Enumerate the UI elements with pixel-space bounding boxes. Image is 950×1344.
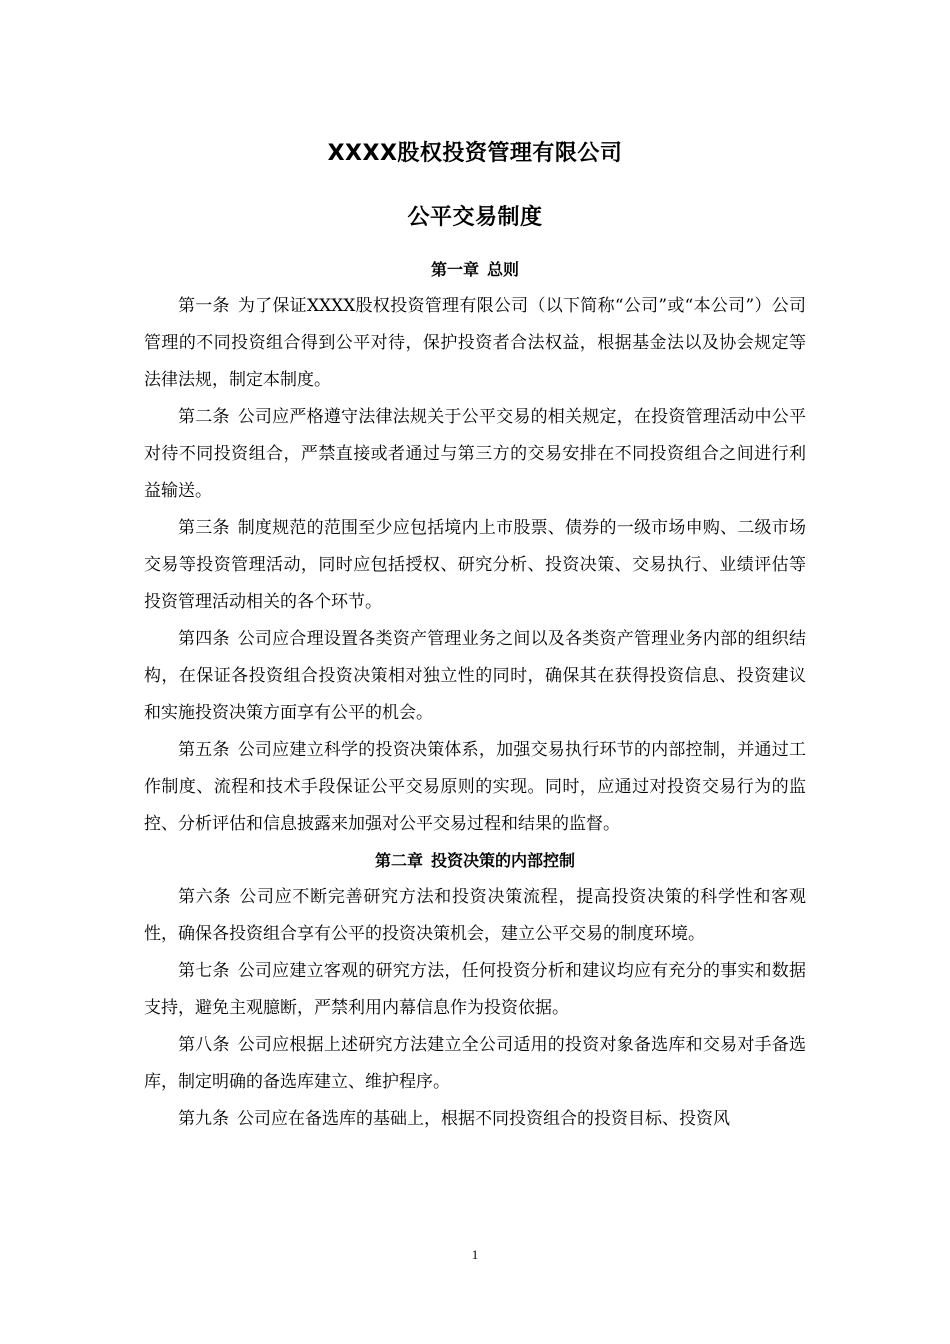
chapter-heading (144, 252, 806, 288)
article-number: 第二条 (178, 407, 230, 427)
article-text: 制度规范的范围至少应包括境内上市股票、债券的一级市场申购、二级市场交易等投资管理活动，同时应包括授权、研究分析、投资决策、交易执行、业绩评估等投资管理活动相关的各个环节。 (144, 518, 807, 612)
article-text: 公司应在备选库的基础上，根据不同投资组合的投资目标、投资风 (237, 1109, 730, 1129)
document-body (144, 252, 806, 1138)
article-paragraph (144, 399, 806, 510)
article-text: 为了保证XXXX股权投资管理有限公司（以下简称“公司”或“本公司”）公司管理的不同投资组合得到公平对待，保护投资者合法权益，根据基金法以及协会规定等法律法规，制定本制度。 (144, 296, 806, 390)
article-number: 第五条 (178, 740, 230, 760)
chapter-title: 投资决策的内部控制 (431, 851, 576, 870)
article-paragraph (144, 879, 806, 953)
chapter-heading (144, 843, 806, 879)
document-title: 公平交易制度 (407, 205, 543, 230)
article-text: 公司应建立客观的研究方法，任何投资分析和建议均应有充分的事实和数据支持，避免主观臆断，严禁利用内幕信息作为投资依据。 (144, 961, 807, 1018)
article-number: 第七条 (178, 961, 230, 981)
article-paragraph (144, 1027, 806, 1101)
article-text: 公司应严格遵守法律法规关于公平交易的相关规定，在投资管理活动中公平对待不同投资组合，严禁直接或者通过与第三方的交易安排在不同投资组合之间进行利益输送。 (144, 407, 807, 501)
article-text: 公司应建立科学的投资决策体系，加强交易执行环节的内部控制，并通过工作制度、流程和技术手段保证公平交易原则的实现。同时，应通过对投资交易行为的监控、分析评估和信息披露来加强对公平交易过程和结果的监督。 (144, 740, 807, 834)
article-text: 公司应合理设置各类资产管理业务之间以及各类资产管理业务内部的组织结构，在保证各投资组合投资决策相对独立性的同时，确保其在获得投资信息、投资建议和实施投资决策方面享有公平的机会。 (144, 629, 807, 723)
article-number: 第六条 (178, 887, 232, 907)
article-number: 第一条 (178, 296, 230, 316)
page-number: 1 (471, 1247, 479, 1262)
company-title: XXXX股权投资管理有限公司 (327, 141, 623, 166)
article-paragraph (144, 732, 806, 843)
article-number: 第八条 (178, 1035, 230, 1055)
article-paragraph (144, 510, 806, 621)
article-text: 公司应根据上述研究方法建立全公司适用的投资对象备选库和交易对手备选库，制定明确的备选库建立、维护程序。 (144, 1035, 807, 1092)
article-paragraph (144, 1101, 806, 1138)
chapter-number: 第一章 (430, 260, 479, 279)
article-paragraph (144, 953, 806, 1027)
article-paragraph (144, 288, 806, 399)
article-number: 第三条 (178, 518, 230, 538)
article-number: 第四条 (178, 629, 230, 649)
chapter-number: 第二章 (374, 851, 423, 870)
article-paragraph (144, 621, 806, 732)
article-number: 第九条 (178, 1109, 229, 1129)
article-text: 公司应不断完善研究方法和投资决策流程，提高投资决策的科学性和客观性，确保各投资组合享有公平的投资决策机会，建立公平交易的制度环境。 (144, 887, 807, 944)
chapter-title: 总则 (487, 260, 520, 279)
